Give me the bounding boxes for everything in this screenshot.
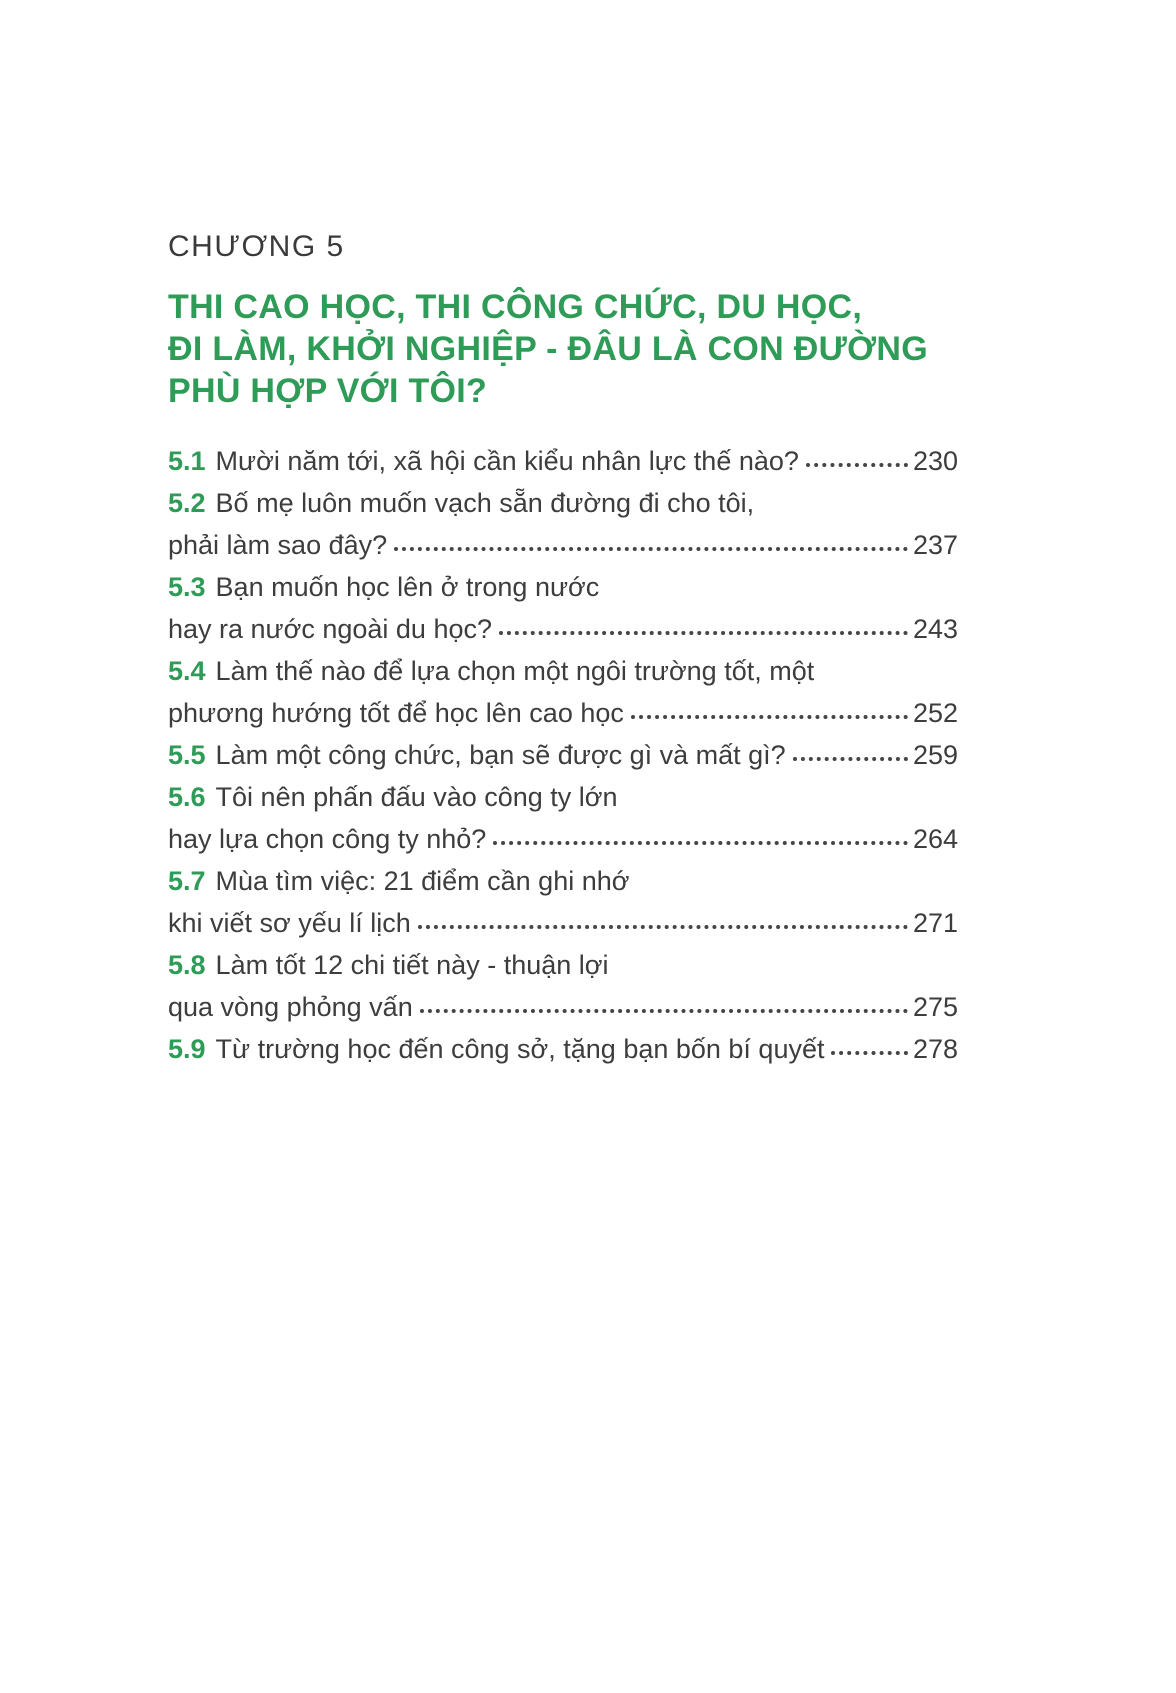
toc-line xyxy=(168,776,958,818)
toc-entry-5-9 xyxy=(168,1028,958,1070)
toc-entry-number: 5.7 xyxy=(168,866,206,896)
toc-entry-number: 5.2 xyxy=(168,488,206,518)
toc-line xyxy=(168,986,958,1028)
toc-line xyxy=(168,440,958,482)
chapter-title-line: PHÙ HỢP VỚI TÔI? xyxy=(168,372,488,410)
toc-page-number: 230 xyxy=(912,446,958,476)
toc-entry-5-5 xyxy=(168,734,958,776)
chapter-title-line: ĐI LÀM, KHỞI NGHIỆP - ĐÂU LÀ CON ĐƯỜNG xyxy=(168,330,928,368)
toc-entry-text: Từ trường học đến công sở, tặng bạn bốn bí quyết xyxy=(215,1034,825,1064)
dot-leader xyxy=(394,547,908,551)
toc-entry-number: 5.4 xyxy=(168,656,206,686)
toc-entry-5-1 xyxy=(168,440,958,482)
toc-entry-text: Mùa tìm việc: 21 điểm cần ghi nhớ xyxy=(215,866,630,896)
toc-page-number: 271 xyxy=(912,908,958,938)
toc-page-number: 243 xyxy=(912,614,958,644)
toc-line xyxy=(168,692,958,734)
toc-entry-text: Làm thế nào để lựa chọn một ngôi trường tốt, một xyxy=(215,656,815,686)
toc-entry-text: Làm tốt 12 chi tiết này - thuận lợi xyxy=(215,950,609,980)
chapter-label: CHƯƠNG 5 xyxy=(168,230,345,263)
toc-entry-5-6 xyxy=(168,776,958,860)
toc-entry-text: Làm một công chức, bạn sẽ được gì và mất gì? xyxy=(215,740,786,770)
dot-leader xyxy=(420,1009,908,1013)
toc-entry-text: khi viết sơ yếu lí lịch xyxy=(168,908,411,938)
toc-entry-text: qua vòng phỏng vấn xyxy=(168,992,413,1022)
toc-page-number: 237 xyxy=(912,530,958,560)
dot-leader xyxy=(831,1051,907,1055)
toc-line xyxy=(168,482,958,524)
toc-entry-text: hay lựa chọn công ty nhỏ? xyxy=(168,824,487,854)
toc-line xyxy=(168,902,958,944)
toc-entry-5-7 xyxy=(168,860,958,944)
toc-entry-text: phương hướng tốt để học lên cao học xyxy=(168,698,624,728)
toc-entry-number: 5.9 xyxy=(168,1034,206,1064)
table-of-contents xyxy=(168,440,958,1070)
toc-line xyxy=(168,734,958,776)
toc-line xyxy=(168,650,958,692)
dot-leader xyxy=(793,757,908,761)
toc-line xyxy=(168,944,958,986)
toc-entry-number: 5.8 xyxy=(168,950,206,980)
toc-line xyxy=(168,1028,958,1070)
chapter-title xyxy=(168,286,958,412)
toc-page-number: 275 xyxy=(912,992,958,1022)
chapter-title-line: THI CAO HỌC, THI CÔNG CHỨC, DU HỌC, xyxy=(168,288,863,326)
toc-entry-text: Bạn muốn học lên ở trong nước xyxy=(215,572,600,602)
toc-line xyxy=(168,860,958,902)
toc-entry-number: 5.3 xyxy=(168,572,206,602)
dot-leader xyxy=(418,925,908,929)
toc-page-number: 264 xyxy=(912,824,958,854)
toc-entry-number: 5.6 xyxy=(168,782,206,812)
toc-entry-text: hay ra nước ngoài du học? xyxy=(168,614,492,644)
dot-leader xyxy=(493,841,908,845)
toc-entry-text: Tôi nên phấn đấu vào công ty lớn xyxy=(215,782,618,812)
toc-entry-5-4 xyxy=(168,650,958,734)
toc-entry-text: Mười năm tới, xã hội cần kiểu nhân lực thế nào? xyxy=(215,446,799,476)
dot-leader xyxy=(806,463,908,467)
toc-entry-5-3 xyxy=(168,566,958,650)
dot-leader xyxy=(499,631,908,635)
toc-entry-text: Bố mẹ luôn muốn vạch sẵn đường đi cho tôi, xyxy=(215,488,755,518)
toc-line xyxy=(168,524,958,566)
dot-leader xyxy=(631,715,908,719)
toc-page-number: 259 xyxy=(912,740,958,770)
toc-page-number: 252 xyxy=(912,698,958,728)
page-content xyxy=(168,232,958,1070)
toc-line xyxy=(168,608,958,650)
toc-line xyxy=(168,566,958,608)
toc-entry-5-8 xyxy=(168,944,958,1028)
toc-entry-text: phải làm sao đây? xyxy=(168,530,388,560)
toc-entry-number: 5.5 xyxy=(168,740,206,770)
toc-line xyxy=(168,818,958,860)
toc-page-number: 278 xyxy=(912,1034,958,1064)
toc-entry-5-2 xyxy=(168,482,958,566)
toc-entry-number: 5.1 xyxy=(168,446,206,476)
